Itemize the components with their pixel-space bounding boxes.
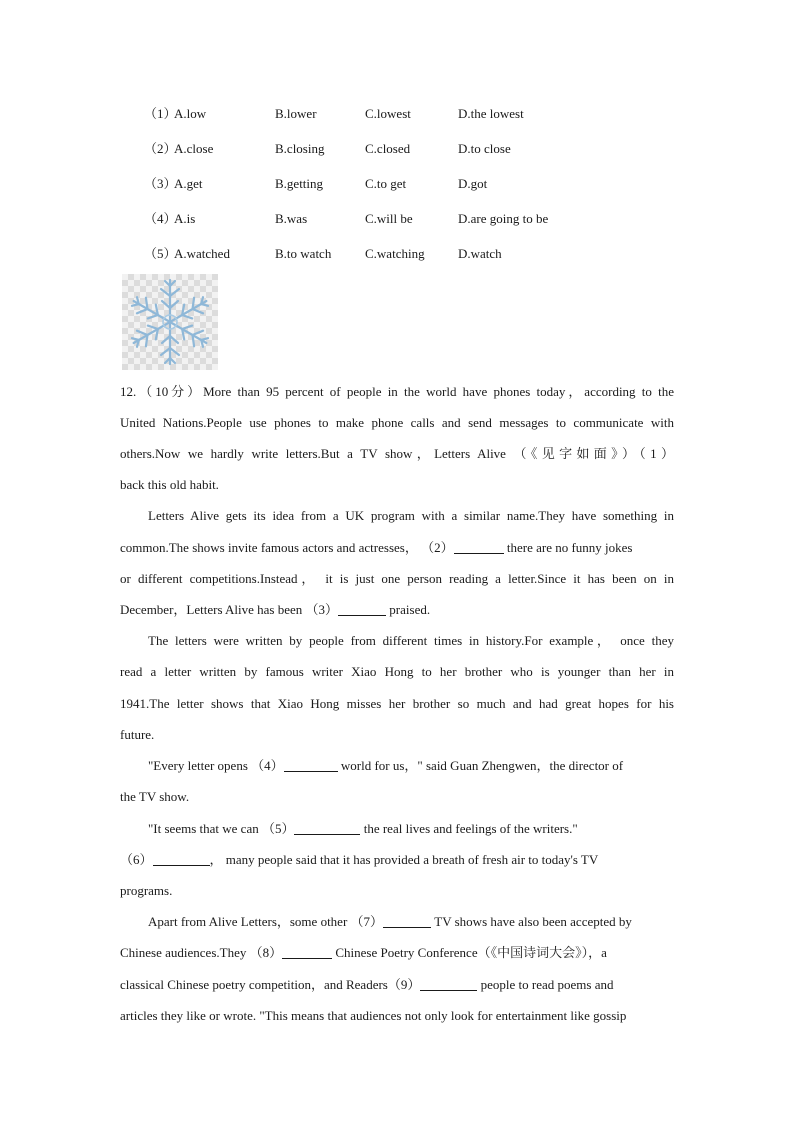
passage-text: world for us，" said Guan Zhengwen，the director of (337, 758, 624, 773)
passage-text: "Every letter opens （4） (148, 758, 284, 773)
passage-text: Chinese audiences.They （8） (120, 945, 283, 960)
passage-line: the TV show. (120, 789, 190, 804)
passage-line (120, 973, 674, 997)
passage-text: classical Chinese poetry competition，and Readers（9） (120, 977, 421, 992)
blank-2[interactable] (454, 539, 504, 554)
passage-text: people to read poems and (477, 977, 614, 992)
passage-line: United Nations.People use phones to make phone calls and send messages to communicate with (120, 415, 674, 430)
passage-line (120, 848, 674, 872)
option-number: （4） (144, 211, 177, 226)
option-row-4 (0, 209, 794, 229)
passage-text: ， many people said that it has provided a breath of fresh air to today's TV (209, 852, 599, 867)
option-d: D.the lowest (458, 106, 524, 121)
option-row-3 (0, 174, 794, 194)
option-c: C.closed (365, 141, 411, 156)
option-d: D.watch (458, 246, 502, 261)
passage-text: "It seems that we can （5） (148, 821, 295, 836)
passage-text: praised. (386, 602, 431, 617)
option-b: B.was (275, 211, 308, 226)
blank-4[interactable] (284, 757, 338, 772)
option-a: A.get (174, 176, 203, 191)
passage-text: December，Letters Alive has been （3） (120, 602, 339, 617)
option-b: B.to watch (275, 246, 332, 261)
option-d: D.to close (458, 141, 511, 156)
passage-line (148, 754, 674, 778)
option-number: （3） (144, 176, 177, 191)
option-c: C.to get (365, 176, 407, 191)
option-number: （2） (144, 141, 177, 156)
option-row-2 (0, 139, 794, 159)
passage-text: common.The shows invite famous actors and actresses， （2） (120, 540, 454, 555)
option-row-5 (0, 244, 794, 264)
passage-text: the real lives and feelings of the writers." (360, 821, 578, 836)
passage-line: others.Now we hardly write letters.But a TV show，Letters Alive （《见字如面》）（1） (120, 446, 674, 461)
blank-5[interactable] (294, 820, 360, 835)
passage-line: Letters Alive gets its idea from a UK program with a similar name.They have something in (148, 508, 674, 523)
passage-line: articles they like or wrote. "This means that audiences not only look for entertainment like gossip (120, 1008, 627, 1023)
passage-line: 12.（10分）More than 95 percent of people in the world have phones today，according to the (120, 384, 674, 399)
option-b: B.lower (275, 106, 317, 121)
option-b: B.closing (275, 141, 325, 156)
option-b: B.getting (275, 176, 324, 191)
passage-text: Apart from Alive Letters，some other （7） (148, 914, 384, 929)
blank-6[interactable] (153, 851, 210, 866)
option-d: D.are going to be (458, 211, 549, 226)
option-a: A.is (174, 211, 196, 226)
passage-line (148, 910, 674, 934)
passage-text: （6） (120, 852, 153, 867)
blank-8[interactable] (282, 944, 332, 959)
option-a: A.watched (174, 246, 230, 261)
option-a: A.low (174, 106, 207, 121)
passage-line (120, 941, 674, 965)
passage-text: Chinese Poetry Conference（《中国诗词大会》），a (332, 945, 607, 960)
option-number: （1） (144, 106, 177, 121)
blank-9[interactable] (420, 976, 477, 991)
snowflake-icon (122, 274, 218, 370)
passage-line (120, 598, 674, 622)
passage-line (148, 817, 674, 841)
passage-line: back this old habit. (120, 477, 219, 492)
blank-7[interactable] (383, 913, 431, 928)
passage-line: read a letter written by famous writer Xiao Hong to her brother who is younger than her in (120, 664, 674, 679)
passage-line: future. (120, 727, 155, 742)
passage-line: 1941.The letter shows that Xiao Hong misses her brother so much and had great hopes for his (120, 696, 674, 711)
option-c: C.lowest (365, 106, 411, 121)
passage-line (120, 536, 674, 560)
option-c: C.will be (365, 211, 413, 226)
blank-3[interactable] (338, 601, 386, 616)
passage-line: programs. (120, 883, 173, 898)
option-number: （5） (144, 246, 177, 261)
snowflake-image (122, 274, 218, 370)
option-d: D.got (458, 176, 488, 191)
passage-line: The letters were written by people from different times in history.For example， once they (148, 633, 674, 648)
option-row-1 (0, 104, 794, 124)
option-a: A.close (174, 141, 214, 156)
passage-line: or different competitions.Instead， it is just one person reading a letter.Since it has been on in (120, 571, 674, 586)
passage-text: TV shows have also been accepted by (431, 914, 632, 929)
option-c: C.watching (365, 246, 425, 261)
passage-text: there are no funny jokes (503, 540, 633, 555)
